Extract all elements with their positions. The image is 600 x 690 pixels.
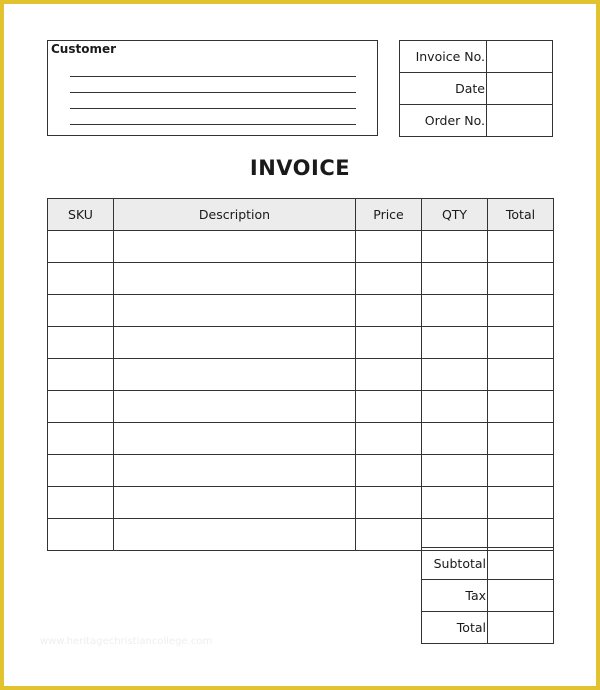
item-total-cell[interactable] [488, 519, 554, 551]
item-price-cell[interactable] [356, 455, 422, 487]
customer-line[interactable] [70, 108, 356, 109]
item-total-cell[interactable] [488, 263, 554, 295]
header-qty: QTY [422, 199, 488, 231]
table-row [48, 359, 554, 391]
table-row [48, 487, 554, 519]
customer-line[interactable] [70, 124, 356, 125]
item-description-cell[interactable] [114, 391, 356, 423]
item-description-cell[interactable] [114, 359, 356, 391]
items-header-row [48, 199, 554, 231]
item-price-cell[interactable] [356, 519, 422, 551]
item-price-cell[interactable] [356, 487, 422, 519]
customer-line[interactable] [70, 76, 356, 77]
item-price-cell[interactable] [356, 423, 422, 455]
subtotal-field[interactable] [488, 548, 554, 580]
header-total: Total [488, 199, 554, 231]
table-row [48, 455, 554, 487]
item-qty-cell[interactable] [422, 519, 488, 551]
item-sku-cell[interactable] [48, 295, 114, 327]
item-total-cell[interactable] [488, 359, 554, 391]
items-body [48, 231, 554, 551]
invoice-title: INVOICE [249, 156, 351, 180]
header-sku: SKU [48, 199, 114, 231]
item-price-cell[interactable] [356, 327, 422, 359]
customer-label: Customer [51, 42, 117, 56]
totals-row-subtotal [422, 548, 554, 580]
item-sku-cell[interactable] [48, 487, 114, 519]
item-qty-cell[interactable] [422, 423, 488, 455]
totals-table [421, 547, 554, 644]
table-row [48, 391, 554, 423]
item-qty-cell[interactable] [422, 487, 488, 519]
item-qty-cell[interactable] [422, 295, 488, 327]
customer-line[interactable] [70, 92, 356, 93]
totals-row-tax [422, 580, 554, 612]
item-qty-cell[interactable] [422, 327, 488, 359]
item-sku-cell[interactable] [48, 391, 114, 423]
table-row [48, 231, 554, 263]
item-description-cell[interactable] [114, 519, 356, 551]
meta-row-date [400, 73, 553, 105]
header-price: Price [356, 199, 422, 231]
header-description: Description [114, 199, 356, 231]
item-qty-cell[interactable] [422, 231, 488, 263]
invoice-no-field[interactable] [487, 41, 553, 73]
item-total-cell[interactable] [488, 423, 554, 455]
item-qty-cell[interactable] [422, 455, 488, 487]
total-field[interactable] [488, 612, 554, 644]
item-qty-cell[interactable] [422, 359, 488, 391]
item-sku-cell[interactable] [48, 423, 114, 455]
order-no-field[interactable] [487, 105, 553, 137]
item-total-cell[interactable] [488, 295, 554, 327]
order-no-label: Order No. [400, 105, 487, 137]
table-row [48, 295, 554, 327]
item-description-cell[interactable] [114, 231, 356, 263]
item-price-cell[interactable] [356, 263, 422, 295]
item-sku-cell[interactable] [48, 327, 114, 359]
invoice-meta-table [399, 40, 553, 137]
item-total-cell[interactable] [488, 487, 554, 519]
item-total-cell[interactable] [488, 391, 554, 423]
totals-row-total [422, 612, 554, 644]
item-description-cell[interactable] [114, 263, 356, 295]
item-total-cell[interactable] [488, 231, 554, 263]
meta-row-order-no [400, 105, 553, 137]
item-sku-cell[interactable] [48, 359, 114, 391]
subtotal-label: Subtotal [422, 548, 488, 580]
watermark: www.heritagechristiancollege.com [40, 636, 213, 647]
item-total-cell[interactable] [488, 327, 554, 359]
item-description-cell[interactable] [114, 295, 356, 327]
item-price-cell[interactable] [356, 359, 422, 391]
item-sku-cell[interactable] [48, 231, 114, 263]
item-qty-cell[interactable] [422, 391, 488, 423]
item-description-cell[interactable] [114, 423, 356, 455]
customer-box [47, 40, 378, 136]
items-table [47, 198, 554, 551]
item-price-cell[interactable] [356, 231, 422, 263]
tax-label: Tax [422, 580, 488, 612]
date-field[interactable] [487, 73, 553, 105]
table-row [48, 263, 554, 295]
item-price-cell[interactable] [356, 391, 422, 423]
item-qty-cell[interactable] [422, 263, 488, 295]
item-sku-cell[interactable] [48, 263, 114, 295]
item-description-cell[interactable] [114, 327, 356, 359]
table-row [48, 423, 554, 455]
table-row [48, 519, 554, 551]
item-total-cell[interactable] [488, 455, 554, 487]
date-label: Date [400, 73, 487, 105]
item-price-cell[interactable] [356, 295, 422, 327]
item-sku-cell[interactable] [48, 455, 114, 487]
total-label: Total [422, 612, 488, 644]
table-row [48, 327, 554, 359]
meta-row-invoice-no [400, 41, 553, 73]
item-sku-cell[interactable] [48, 519, 114, 551]
item-description-cell[interactable] [114, 455, 356, 487]
tax-field[interactable] [488, 580, 554, 612]
item-description-cell[interactable] [114, 487, 356, 519]
invoice-no-label: Invoice No. [400, 41, 487, 73]
